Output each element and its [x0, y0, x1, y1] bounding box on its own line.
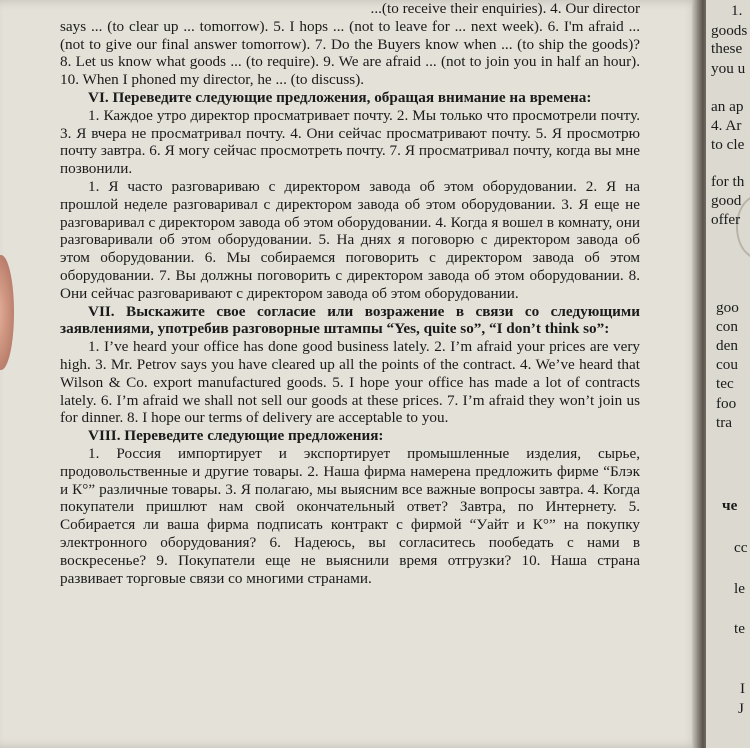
section-7-heading: VII. Выскажите свое согласие или возражение в связи со следующими заявлениями, употребив разговорные штампы “Yes, quite so”, “I don’t think so”: [60, 302, 640, 338]
right-page-fragment: goods [711, 22, 748, 39]
finger-holding-page [0, 255, 14, 370]
right-page-fragment: I [740, 680, 746, 697]
section-8-heading: VIII. Переведите следующие предложения: [88, 427, 384, 445]
right-page-fragment: for th [711, 173, 745, 190]
right-page-fragment: to cle [711, 136, 745, 153]
page-text [60, 0, 640, 587]
right-page-fragment: че [722, 497, 738, 514]
right-page-fragment: con [716, 318, 738, 335]
right-page-fragment: cou [716, 356, 738, 373]
section-8-paragraph: 1. Россия импортирует и экспортирует промышленные изделия, сырье, продовольственные и другие товары. 2. Наша фирма намерена предложить фирме “Блэк и К°” различные товары. 3. Я полагаю, мы выясним все важные вопросы завтра. 4. Когда покупатели пришлют нам свой окончательный ответ? Завтра, по Интернету. 5. Собирается ли ваша фирма подписать контракт с фирмой “Уайт и К°” на покупку электронного оборудования? 6. Надеюсь, вы согласитесь пообедать с нами в воскресенье? 9. Покупатели еще не выяснили время отгрузки? 10. Наша страна развивает торговые связи со многими странами. [60, 444, 640, 587]
right-page-fragment: these [711, 40, 743, 57]
section-7-paragraph: 1. I’ve heard your office has done good business lately. 2. I’m afraid your prices are very high. 3. Mr. Petrov says you have cleared up all the points of the contract. 4. We’ve heard that Wilson & Co. export manufactured goods. 5. I hope your office has made a lot of contracts lately. 6. I’m afraid we shall not sell our goods at these prices. 7. I’m afraid they won’t join us for dinner. 8. I hope our terms of delivery are acceptable to you. [60, 338, 640, 427]
right-page-fragment: tra [716, 414, 733, 431]
right-page-fragment: te [734, 620, 745, 637]
section-6-heading: VI. Переведите следующие предложения, обращая внимание на времена: [88, 88, 592, 106]
clipped-top-line: ...(to receive their enquiries). 4. Our director [370, 0, 640, 17]
exercise-5-continuation: says ... (to clear up ... tomorrow). 5. I hops ... (not to leave for ... next week). 6. I'm afraid ... (not to give our final answer tomorrow). 7. Do the Buyers know when ... (to ship the goods)? 8. Let us know what goods ... (to require). 9. We are afraid ... (not to join you in half an hour). 10. When I phoned my director, he ... (to discuss). [60, 17, 640, 89]
right-page-fragment: an ap [711, 98, 744, 115]
right-page-fragment: le [734, 580, 745, 597]
right-page-fragment: you u [711, 60, 746, 77]
right-page-fragment: good [711, 192, 742, 209]
section-6-paragraph-1: 1. Каждое утро директор просматривает почту. 2. Мы только что просмотрели почту. 3. Я вчера не просматривал почту. 4. Они сейчас просматривают почту. 5. Я просмотрю почту завтра. 6. Я могу сейчас просмотреть почту. 7. Я просматривал почту, когда вы мне позвонили. [60, 106, 640, 178]
right-page-fragment: 4. Ar [711, 117, 742, 134]
right-page-fragment: offer [711, 211, 741, 228]
right-page-fragment: tec [716, 375, 734, 392]
right-page-fragment: J [738, 700, 744, 717]
section-6-paragraph-2: 1. Я часто разговариваю с директором завода об этом оборудовании. 2. Я на прошлой неделе разговаривал с директором завода об этом оборудовании. 3. Я еще не разговаривал с директором завода об этом оборудовании. 4. Когда я вошел в комнату, они разговаривали об этом оборудовании. 5. На днях я поговорю с директором завода об этом оборудовании. 6. Мы собираемся поговорить с директором завода об этом оборудовании. 7. Вы должны поговорить с директором завода об этом оборудовании. 8. Они сейчас разговаривают с директором завода об этом оборудовании. [60, 177, 640, 302]
right-page-fragment: cc [734, 539, 748, 556]
right-page-fragment: den [716, 337, 738, 354]
right-page-fragment: foo [716, 395, 737, 412]
right-page-fragment: goo [716, 299, 739, 316]
right-page-fragment: 1. [731, 2, 743, 19]
